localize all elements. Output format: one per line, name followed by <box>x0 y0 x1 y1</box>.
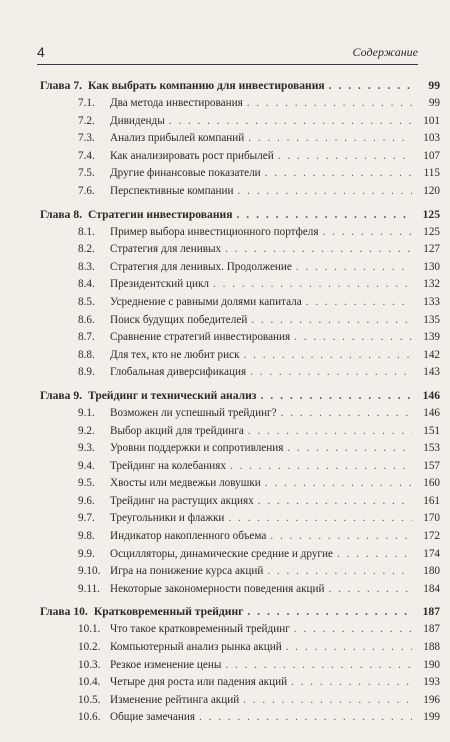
entry-number: 8.5. <box>78 295 95 308</box>
entry-page-number: 142 <box>423 348 440 361</box>
chapter-heading[interactable] <box>40 386 440 405</box>
toc-chapter <box>40 602 440 727</box>
entry-title: Индикатор накопленного объема <box>110 530 267 543</box>
toc-entry[interactable] <box>40 621 440 639</box>
dot-leader <box>260 386 412 405</box>
page-header <box>37 44 418 65</box>
chapter-number: Глава 10. <box>40 605 88 619</box>
page-number: 4 <box>37 44 45 60</box>
entry-page-number: 151 <box>423 424 440 437</box>
entry-page-number: 125 <box>423 225 440 238</box>
dot-leader <box>265 165 412 183</box>
entry-title: Стратегия для ленивых. Продолжение <box>110 260 292 273</box>
entry-title: Осцилляторы, динамические средние и другие <box>110 547 333 560</box>
toc-entry[interactable] <box>40 276 440 294</box>
dot-leader <box>225 657 412 675</box>
dot-leader <box>199 709 412 727</box>
toc-entry[interactable] <box>40 692 440 710</box>
dot-leader <box>248 423 412 441</box>
entry-page-number: 174 <box>423 547 440 560</box>
entry-title: Стратегия для ленивых <box>110 243 222 256</box>
entry-number: 9.9. <box>78 547 95 560</box>
toc-entry[interactable] <box>40 224 440 242</box>
toc-entry[interactable] <box>40 423 440 441</box>
entry-number: 8.2. <box>78 243 95 256</box>
dot-leader <box>236 205 412 224</box>
chapter-heading[interactable] <box>40 602 440 621</box>
entry-number: 10.2. <box>78 641 101 654</box>
entry-page-number: 184 <box>423 582 440 595</box>
entry-number: 9.10. <box>78 565 101 578</box>
dot-leader <box>258 493 412 511</box>
chapter-page-number: 125 <box>422 207 440 221</box>
dot-leader <box>328 581 412 599</box>
dot-leader <box>244 347 412 365</box>
dot-leader <box>265 475 412 493</box>
entry-number: 8.4. <box>78 278 95 291</box>
entry-page-number: 133 <box>423 295 440 308</box>
dot-leader <box>306 294 412 312</box>
entry-page-number: 146 <box>423 406 440 419</box>
entry-title: Выбор акций для трейдинга <box>110 424 244 437</box>
toc-entry[interactable] <box>40 475 440 493</box>
chapter-title: Как выбрать компанию для инвестирования <box>88 79 325 92</box>
dot-leader <box>267 563 412 581</box>
entry-page-number: 172 <box>423 530 440 543</box>
entry-number: 9.4. <box>78 459 95 472</box>
entry-page-number: 190 <box>423 658 440 671</box>
toc-entry[interactable] <box>40 440 440 458</box>
entry-number: 8.9. <box>78 366 95 379</box>
entry-title: Трейдинг на растущих акциях <box>110 494 254 507</box>
entry-number: 7.4. <box>78 149 95 162</box>
dot-leader <box>286 639 412 657</box>
entry-page-number: 120 <box>423 184 440 197</box>
toc-entry[interactable] <box>40 183 440 201</box>
toc-entry[interactable] <box>40 294 440 312</box>
toc-entry[interactable] <box>40 510 440 528</box>
entry-title: Пример выбора инвестиционного портфеля <box>110 225 319 238</box>
dot-leader <box>251 312 412 330</box>
entry-page-number: 103 <box>423 132 440 145</box>
entry-number: 7.1. <box>78 97 95 109</box>
dot-leader <box>294 329 412 347</box>
toc-entry[interactable] <box>40 113 440 131</box>
dot-leader <box>323 224 412 242</box>
entry-page-number: 187 <box>423 623 440 636</box>
entry-title: Резкое изменение цены <box>110 658 222 671</box>
toc-entry[interactable] <box>40 148 440 166</box>
chapter-title: Стратегии инвестирования <box>88 207 233 221</box>
entry-title: Усреднение с равными долями капитала <box>110 295 302 308</box>
entry-number: 8.1. <box>78 225 95 238</box>
entry-title: Изменение рейтинга акций <box>110 693 240 706</box>
dot-leader <box>243 692 412 710</box>
toc-entry[interactable] <box>40 364 440 382</box>
chapter-page-number: 146 <box>422 388 440 402</box>
toc-entry[interactable] <box>40 405 440 423</box>
entry-title: Некоторые закономерности поведения акций <box>110 582 325 595</box>
dot-leader <box>291 674 412 692</box>
toc-entry[interactable] <box>40 581 440 599</box>
dot-leader <box>213 276 412 294</box>
entry-page-number: 153 <box>423 442 440 455</box>
entry-title: Другие финансовые показатели <box>110 167 261 180</box>
entry-page-number: 199 <box>423 711 440 724</box>
entry-title: Два метода инвестирования <box>110 97 243 109</box>
chapter-number: Глава 9. <box>40 388 83 402</box>
entry-page-number: 101 <box>423 114 440 127</box>
entry-page-number: 130 <box>423 260 440 273</box>
toc-entry[interactable] <box>40 329 440 347</box>
entry-title: Для тех, кто не любит риск <box>110 348 240 361</box>
chapter-page-number: 99 <box>428 79 440 92</box>
dot-leader <box>296 259 412 277</box>
entry-page-number: 139 <box>423 331 440 344</box>
running-title: Содержание <box>352 45 418 59</box>
entry-number: 7.5. <box>78 167 95 180</box>
toc-entry[interactable] <box>40 674 440 692</box>
entry-page-number: 107 <box>423 149 440 162</box>
entry-page-number: 135 <box>423 313 440 326</box>
toc-entry[interactable] <box>40 259 440 277</box>
entry-title: Сравнение стратегий инвестирования <box>110 331 291 344</box>
entry-page-number: 115 <box>423 167 440 180</box>
entry-page-number: 188 <box>423 641 440 654</box>
entry-number: 8.6. <box>78 313 95 326</box>
dot-leader <box>228 510 412 528</box>
entry-number: 7.2. <box>78 114 95 127</box>
entry-page-number: 193 <box>423 676 440 689</box>
entry-page-number: 132 <box>423 278 440 291</box>
entry-title: Дивиденды <box>110 114 165 127</box>
entry-number: 8.7. <box>78 331 95 344</box>
entry-number: 9.3. <box>78 442 95 455</box>
dot-leader <box>337 546 412 564</box>
entry-number: 9.1. <box>78 406 95 419</box>
dot-leader <box>281 405 412 423</box>
entry-number: 10.1. <box>78 623 101 636</box>
toc-chapter <box>40 386 440 599</box>
entry-title: Что такое кратковременный трейдинг <box>110 623 290 636</box>
entry-title: Поиск будущих победителей <box>110 313 248 326</box>
entry-number: 8.3. <box>78 260 95 273</box>
toc-entry[interactable] <box>40 130 440 148</box>
toc-entry[interactable] <box>40 657 440 675</box>
entry-page-number: 127 <box>423 243 440 256</box>
chapter-title: Кратковременный трейдинг <box>93 605 244 619</box>
dot-leader <box>247 95 412 113</box>
entry-page-number: 180 <box>423 565 440 578</box>
entry-title: Анализ прибылей компаний <box>110 132 245 145</box>
entry-title: Глобальная диверсификация <box>110 366 247 379</box>
entry-title: Перспективные компании <box>110 184 234 197</box>
toc-entry[interactable] <box>40 493 440 511</box>
toc-entry[interactable] <box>40 546 440 564</box>
entry-title: Треугольники и флажки <box>110 512 225 525</box>
chapter-page-number: 187 <box>422 605 440 619</box>
entry-number: 9.5. <box>78 477 95 490</box>
toc-entry[interactable] <box>40 347 440 365</box>
entry-number: 9.11. <box>78 582 100 595</box>
dot-leader <box>169 113 412 131</box>
table-of-contents <box>40 76 440 731</box>
entry-number: 10.4. <box>78 676 101 689</box>
entry-title: Трейдинг на колебаниях <box>110 459 226 472</box>
entry-title: Общие замечания <box>110 711 195 724</box>
chapter-heading[interactable] <box>40 76 440 95</box>
toc-entry[interactable] <box>40 458 440 476</box>
entry-page-number: 196 <box>423 693 440 706</box>
dot-leader <box>238 183 412 201</box>
dot-leader <box>329 76 412 95</box>
dot-leader <box>225 241 412 259</box>
dot-leader <box>247 602 412 621</box>
toc-entry[interactable] <box>40 639 440 657</box>
chapter-number: Глава 7. <box>40 79 83 92</box>
toc-chapter <box>40 205 440 382</box>
entry-number: 9.7. <box>78 512 95 525</box>
entry-title: Как анализировать рост прибылей <box>110 149 274 162</box>
toc-entry[interactable] <box>40 563 440 581</box>
entry-page-number: 143 <box>423 366 440 379</box>
entry-page-number: 170 <box>423 512 440 525</box>
entry-title: Четыре дня роста или падения акций <box>110 676 288 689</box>
entry-number: 8.8. <box>78 348 95 361</box>
chapter-heading[interactable] <box>40 205 440 224</box>
entry-title: Хвосты или медвежьи ловушки <box>110 477 261 490</box>
dot-leader <box>230 458 412 476</box>
dot-leader <box>270 528 412 546</box>
entry-page-number: 157 <box>423 459 440 472</box>
toc-entry[interactable] <box>40 312 440 330</box>
toc-chapter <box>40 76 440 201</box>
dot-leader <box>278 148 412 166</box>
entry-number: 9.8. <box>78 530 95 543</box>
entry-title: Уровни поддержки и сопротивления <box>110 442 284 455</box>
entry-number: 7.6. <box>78 184 95 197</box>
entry-title: Компьютерный анализ рынка акций <box>110 641 282 654</box>
entry-number: 10.6. <box>78 711 101 724</box>
entry-number: 9.2. <box>78 424 95 437</box>
entry-page-number: 161 <box>423 494 440 507</box>
entry-page-number: 99 <box>428 97 440 109</box>
toc-entry[interactable] <box>40 165 440 183</box>
toc-entry[interactable] <box>40 709 440 727</box>
dot-leader <box>287 440 412 458</box>
entry-title: Возможен ли успешный трейдинг? <box>110 406 277 419</box>
chapter-number: Глава 8. <box>40 207 83 221</box>
toc-entry[interactable] <box>40 241 440 259</box>
entry-title: Президентский цикл <box>110 278 210 291</box>
entry-title: Игра на понижение курса акций <box>110 565 264 578</box>
entry-number: 9.6. <box>78 494 95 507</box>
entry-number: 7.3. <box>78 132 95 145</box>
toc-entry[interactable] <box>40 528 440 546</box>
dot-leader <box>294 621 412 639</box>
chapter-title: Трейдинг и технический анализ <box>88 388 257 402</box>
toc-entry[interactable] <box>40 95 440 113</box>
dot-leader <box>250 364 412 382</box>
entry-number: 10.5. <box>78 693 101 706</box>
entry-number: 10.3. <box>78 658 101 671</box>
dot-leader <box>248 130 412 148</box>
entry-page-number: 160 <box>423 477 440 490</box>
